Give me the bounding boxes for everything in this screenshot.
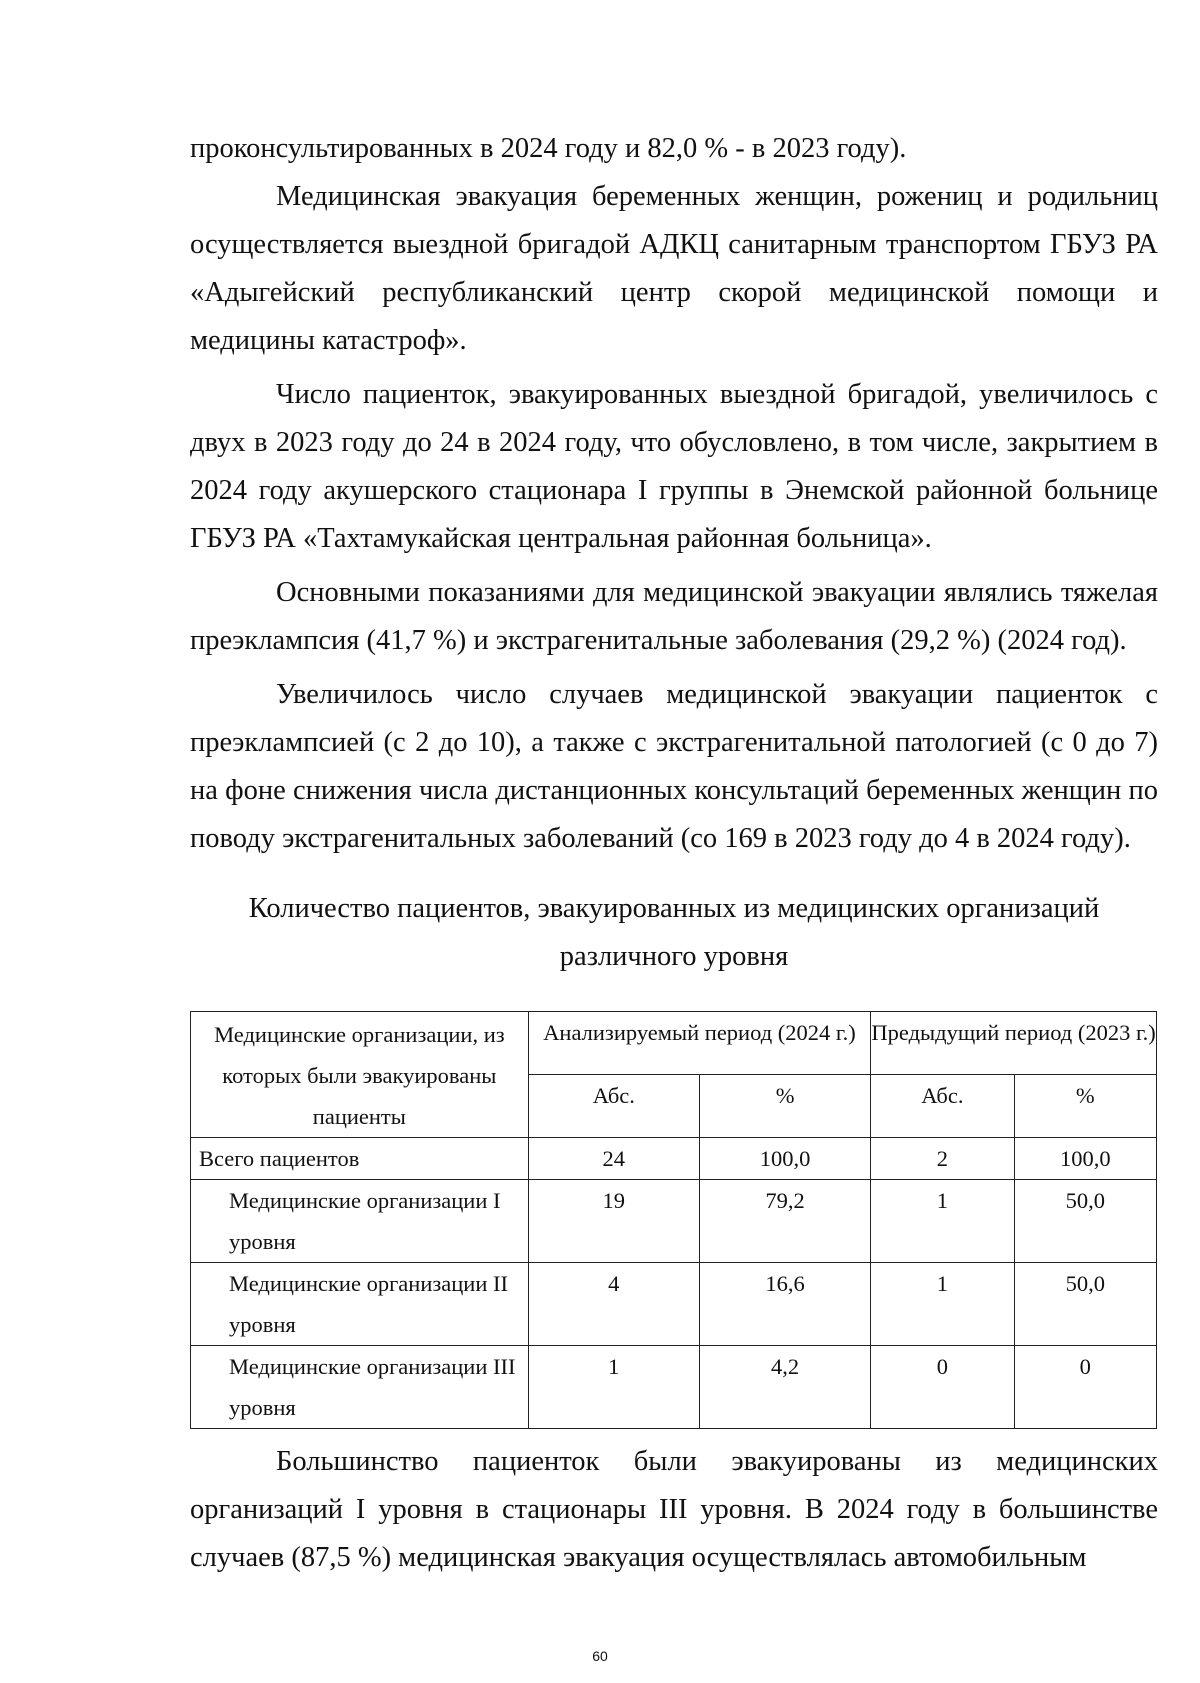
evacuation-table <box>190 1011 1157 1429</box>
cell-abs-2024: 24 <box>528 1138 699 1180</box>
table-row <box>191 1138 1157 1180</box>
table-row <box>191 1263 1157 1346</box>
paragraph-4: Основными показаниями для медицинской эвакуации являлись тяжелая преэклампсия (41,7 %) и экстрагенитальные заболевания (29,2 %) (2024 год). <box>190 577 1158 656</box>
page-number: 60 <box>592 1648 608 1664</box>
row-label: Медицинские организации III уровня <box>191 1346 529 1429</box>
cell-abs-2023: 1 <box>871 1180 1014 1263</box>
table-row <box>191 1346 1157 1429</box>
header-pct-2024: % <box>699 1075 870 1138</box>
cell-abs-2023: 2 <box>871 1138 1014 1180</box>
cell-pct-2023: 50,0 <box>1014 1263 1156 1346</box>
cell-abs-2023: 0 <box>871 1346 1014 1429</box>
paragraph-1: проконсультированных в 2024 году и 82,0 % - в 2023 году). <box>190 133 907 164</box>
cell-abs-2024: 1 <box>528 1346 699 1429</box>
header-previous-period: Предыдущий период (2023 г.) <box>871 1012 1157 1075</box>
cell-pct-2024: 4,2 <box>699 1346 870 1429</box>
cell-pct-2023: 50,0 <box>1014 1180 1156 1263</box>
cell-abs-2023: 1 <box>871 1263 1014 1346</box>
cell-pct-2023: 100,0 <box>1014 1138 1156 1180</box>
cell-abs-2024: 4 <box>528 1263 699 1346</box>
header-abs-2024: Абс. <box>528 1075 699 1138</box>
table-row <box>191 1180 1157 1263</box>
cell-pct-2024: 79,2 <box>699 1180 870 1263</box>
row-label: Медицинские организации I уровня <box>191 1180 529 1263</box>
paragraph-6: Большинство пациенток были эвакуированы из медицинских организаций I уровня в стационары III уровня. В 2024 году в большинстве случаев (87,5 %) медицинская эвакуация осуществлялась автомобильным <box>190 1446 1158 1573</box>
row-label: Медицинские организации II уровня <box>191 1263 529 1346</box>
cell-abs-2024: 19 <box>528 1180 699 1263</box>
header-abs-2023: Абс. <box>871 1075 1014 1138</box>
cell-pct-2023: 0 <box>1014 1346 1156 1429</box>
paragraph-2: Медицинская эвакуация беременных женщин, рожениц и родильниц осуществляется выездной бригадой АДКЦ санитарным транспортом ГБУЗ РА «Адыгейский республиканский центр скорой медицинской помощи и медицины катастроф». <box>190 181 1158 356</box>
paragraph-3: Число пациенток, эвакуированных выездной бригадой, увеличилось с двух в 2023 году до 24 в 2024 году, что обусловлено, в том числе, закрытием в 2024 году акушерского стационара I группы в Энемской районной больнице ГБУЗ РА «Тахтамукайская центральная районная больница». <box>190 379 1158 554</box>
row-label: Всего пациентов <box>191 1138 529 1180</box>
cell-pct-2024: 100,0 <box>699 1138 870 1180</box>
header-organizations: Медицинские организации, из которых были эвакуированы пациенты <box>191 1012 529 1138</box>
header-pct-2023: % <box>1014 1075 1156 1138</box>
cell-pct-2024: 16,6 <box>699 1263 870 1346</box>
header-current-period: Анализируемый период (2024 г.) <box>528 1012 871 1075</box>
table-caption: Количество пациентов, эвакуированных из медицинских организаций различного уровня <box>248 893 1100 972</box>
paragraph-5: Увеличилось число случаев медицинской эвакуации пациенток с преэклампсией (с 2 до 10), а также с экстрагенитальной патологией (с 0 до 7) на фоне снижения числа дистанционных консультаций беременных женщин по поводу экстрагенитальных заболеваний (со 169 в 2023 году до 4 в 2024 году). <box>190 679 1158 854</box>
